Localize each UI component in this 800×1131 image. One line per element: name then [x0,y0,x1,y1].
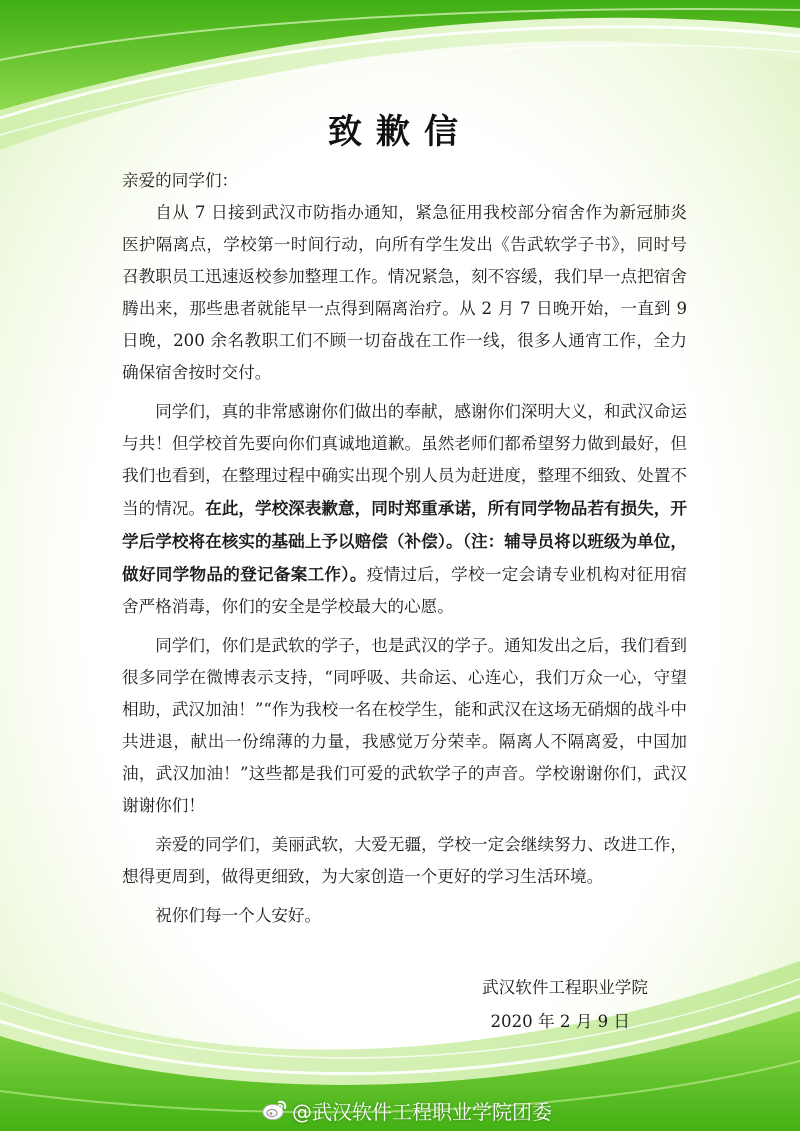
letter-paragraph [122,396,687,623]
letter-paragraph [122,900,687,932]
letter-paragraph [122,630,687,822]
signature-date: 2020 年 2 月 9 日 [490,1012,630,1031]
letter-title: 致歉信 [328,112,472,152]
letter-body [122,165,687,932]
salutation: 亲爱的同学们： [122,171,239,190]
weibo-watermark [262,1097,552,1123]
emphasized-text: 在此，学校深表歉意，同时郑重承诺，所有同学物品若有损失，开学后学校将在核实的基础上予以赔偿（补偿）。（注：辅导员将以班级为单位，做好同学物品的登记备案工作）。 [122,498,688,584]
letter-paragraph [122,197,687,389]
paragraph-text: 疫情过后，学校一定会请专业机构对征用宿舍严格消毒，你们的安全是学校最大的心愿。 [122,565,687,616]
signature-organization: 武汉软件工程职业学院 [482,978,648,997]
paragraph-text: 自从 7 日接到武汉市防指办通知，紧急征用我校部分宿舍作为新冠肺炎医护隔离点，学校第一时间行动，向所有学生发出《告武软学子书》，同时号召教职员工迅速返校参加整理工作。情况紧急，刻不容缓，我们早一点把宿舍腾出来，那些患者就能早一点得到隔离治疗。从 2 月 7 日晚开始，一直到 9 日晚，200 余名教职工们不顾一切奋战在工作一线，很多人通宵工作，全力确保宿舍按时交付。 [122,203,687,382]
paragraph-text: 亲爱的同学们，美丽武软，大爱无疆，学校一定会继续努力、改进工作，想得更周到，做得更细致，为大家创造一个更好的学习生活环境。 [122,835,687,886]
watermark-text: @武汉软件工程职业学院团委 [292,1099,552,1124]
paragraphs [122,197,687,932]
letter-paragraph [122,829,687,893]
paragraph-text: 同学们，真的非常感谢你们做出的奉献，感谢你们深明大义，和武汉命运与共！但学校首先要向你们真诚地道歉。虽然老师们都希望努力做到最好，但我们也看到，在整理过程中确实出现个别人员为赶进度，整理不细致、处置不当的情况。 [122,402,687,518]
paragraph-text: 祝你们每一个人安好。 [155,906,322,925]
weibo-icon [262,1099,288,1121]
paragraph-text: 同学们，你们是武软的学子，也是武汉的学子。通知发出之后，我们看到很多同学在微博表示支持，“同呼吸、共命运、心连心，我们万众一心，守望相助，武汉加油！”“作为我校一名在校学生，能和武汉在这场无硝烟的战斗中共进退，献出一份绵薄的力量，我感觉万分荣幸。隔离人不隔离爱，中国加油，武汉加油！”这些都是我们可爱的武软学子的声音。学校谢谢你们，武汉谢谢你们！ [122,636,687,815]
